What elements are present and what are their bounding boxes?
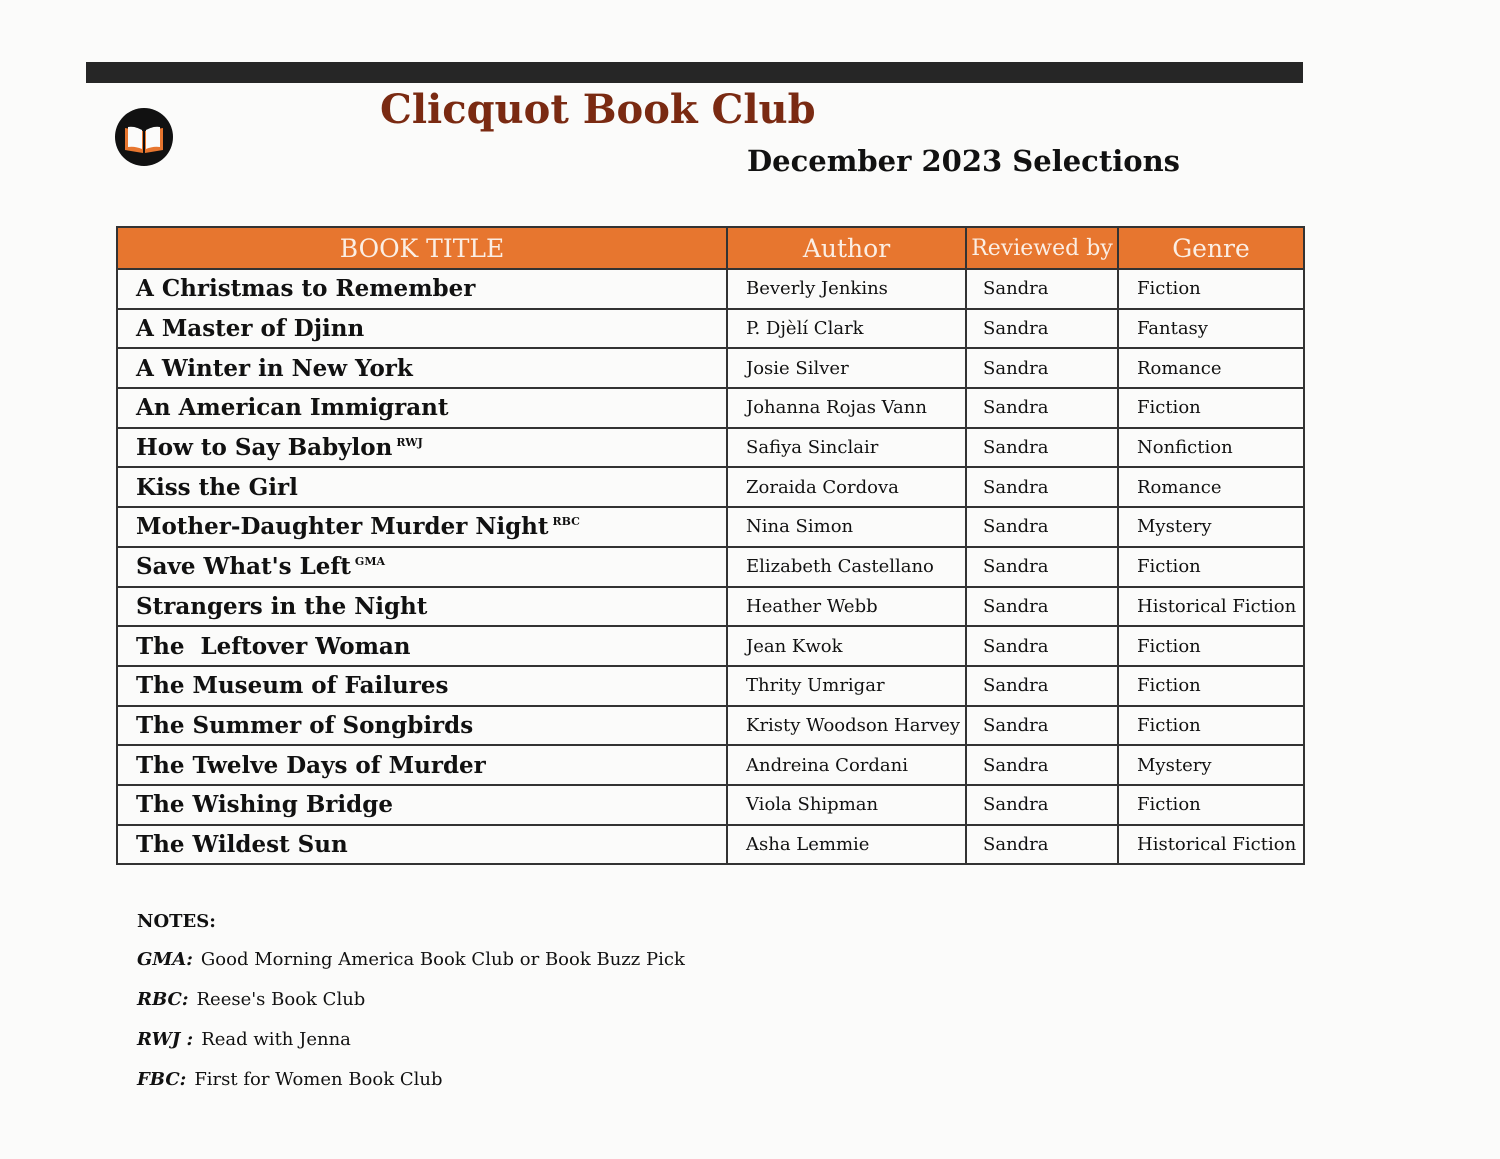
reviewer-cell: Sandra xyxy=(966,309,1118,349)
table-row xyxy=(117,428,1304,468)
notes-list xyxy=(137,949,685,1109)
club-title: Clicquot Book Club xyxy=(380,86,816,133)
table-row xyxy=(117,507,1304,547)
author-cell: Elizabeth Castellano xyxy=(727,547,966,587)
book-title: The Wishing Bridge xyxy=(136,791,393,819)
book-title-cell xyxy=(117,467,727,507)
book-title: A Master of Djinn xyxy=(136,315,365,343)
open-book-icon xyxy=(115,108,173,166)
note-abbreviation: FBC: xyxy=(137,1069,187,1090)
table-row xyxy=(117,587,1304,627)
note-item xyxy=(137,1029,685,1069)
table-row xyxy=(117,309,1304,349)
book-title: A Winter in New York xyxy=(136,354,413,382)
genre-cell: Nonfiction xyxy=(1118,428,1304,468)
club-pick-badge: RBC xyxy=(552,515,580,529)
column-header-author: Author xyxy=(727,227,966,269)
table-row xyxy=(117,626,1304,666)
reviewer-cell: Sandra xyxy=(966,467,1118,507)
genre-cell: Fiction xyxy=(1118,666,1304,706)
note-description: Read with Jenna xyxy=(201,1029,351,1050)
reviewer-cell: Sandra xyxy=(966,547,1118,587)
book-title: The Wildest Sun xyxy=(136,830,348,858)
table-header-row xyxy=(117,227,1304,269)
author-cell: Heather Webb xyxy=(727,587,966,627)
table-row xyxy=(117,706,1304,746)
author-cell: Asha Lemmie xyxy=(727,825,966,865)
reviewer-cell: Sandra xyxy=(966,785,1118,825)
header-bar xyxy=(86,62,1303,83)
author-cell: Nina Simon xyxy=(727,507,966,547)
book-title: How to Say Babylon xyxy=(136,434,393,462)
note-description: Reese's Book Club xyxy=(196,989,366,1010)
table-row xyxy=(117,348,1304,388)
table-row xyxy=(117,388,1304,428)
book-title: Kiss the Girl xyxy=(136,473,298,501)
reviewer-cell: Sandra xyxy=(966,626,1118,666)
author-cell: Jean Kwok xyxy=(727,626,966,666)
author-cell: P. Djèlí Clark xyxy=(727,309,966,349)
note-description: First for Women Book Club xyxy=(194,1069,443,1090)
book-title-cell xyxy=(117,428,727,468)
table-row xyxy=(117,825,1304,865)
author-cell: Safiya Sinclair xyxy=(727,428,966,468)
club-pick-badge: GMA xyxy=(354,555,386,569)
genre-cell: Mystery xyxy=(1118,745,1304,785)
notes-section xyxy=(137,911,685,1109)
book-title: An American Immigrant xyxy=(136,394,449,422)
reviewer-cell: Sandra xyxy=(966,666,1118,706)
book-title-cell xyxy=(117,388,727,428)
note-abbreviation: RBC: xyxy=(137,989,189,1010)
book-title-cell xyxy=(117,309,727,349)
book-title: Mother-Daughter Murder Night xyxy=(136,513,549,541)
genre-cell: Mystery xyxy=(1118,507,1304,547)
author-cell: Zoraida Cordova xyxy=(727,467,966,507)
book-title: The Museum of Failures xyxy=(136,672,449,700)
book-title: The Twelve Days of Murder xyxy=(136,751,486,779)
author-cell: Beverly Jenkins xyxy=(727,269,966,309)
book-title: The Summer of Songbirds xyxy=(136,711,474,739)
genre-cell: Fiction xyxy=(1118,785,1304,825)
genre-cell: Fantasy xyxy=(1118,309,1304,349)
book-title: Save What's Left xyxy=(136,553,351,581)
reviewer-cell: Sandra xyxy=(966,706,1118,746)
note-item xyxy=(137,1069,685,1109)
reviewer-cell: Sandra xyxy=(966,825,1118,865)
book-title-cell xyxy=(117,626,727,666)
genre-cell: Historical Fiction xyxy=(1118,825,1304,865)
genre-cell: Historical Fiction xyxy=(1118,587,1304,627)
table-row xyxy=(117,269,1304,309)
genre-cell: Fiction xyxy=(1118,269,1304,309)
book-title: The Leftover Woman xyxy=(136,632,411,660)
author-cell: Andreina Cordani xyxy=(727,745,966,785)
book-title-cell xyxy=(117,825,727,865)
author-cell: Viola Shipman xyxy=(727,785,966,825)
club-pick-badge: RWJ xyxy=(396,436,423,450)
book-title: A Christmas to Remember xyxy=(136,275,476,303)
author-cell: Thrity Umrigar xyxy=(727,666,966,706)
book-title-cell xyxy=(117,507,727,547)
author-cell: Kristy Woodson Harvey xyxy=(727,706,966,746)
book-title: Strangers in the Night xyxy=(136,592,428,620)
note-item xyxy=(137,949,685,989)
column-header-reviewed-by: Reviewed by xyxy=(966,227,1118,269)
reviewer-cell: Sandra xyxy=(966,745,1118,785)
book-title-cell xyxy=(117,348,727,388)
notes-heading: NOTES: xyxy=(137,911,216,932)
genre-cell: Fiction xyxy=(1118,626,1304,666)
column-header-book-title: BOOK TITLE xyxy=(117,227,727,269)
reviewer-cell: Sandra xyxy=(966,507,1118,547)
table-row xyxy=(117,666,1304,706)
table-row xyxy=(117,547,1304,587)
reviewer-cell: Sandra xyxy=(966,348,1118,388)
book-title-cell xyxy=(117,706,727,746)
table-row xyxy=(117,785,1304,825)
author-cell: Johanna Rojas Vann xyxy=(727,388,966,428)
reviewer-cell: Sandra xyxy=(966,587,1118,627)
genre-cell: Fiction xyxy=(1118,547,1304,587)
book-title-cell xyxy=(117,269,727,309)
note-abbreviation: GMA: xyxy=(137,949,193,970)
reviewer-cell: Sandra xyxy=(966,388,1118,428)
table-body xyxy=(117,269,1304,864)
genre-cell: Fiction xyxy=(1118,388,1304,428)
column-header-genre: Genre xyxy=(1118,227,1304,269)
book-title-cell xyxy=(117,547,727,587)
author-cell: Josie Silver xyxy=(727,348,966,388)
book-title-cell xyxy=(117,785,727,825)
genre-cell: Fiction xyxy=(1118,706,1304,746)
note-abbreviation: RWJ : xyxy=(137,1029,194,1050)
note-description: Good Morning America Book Club or Book Buzz Pick xyxy=(200,949,685,970)
book-selections-table xyxy=(116,226,1305,865)
genre-cell: Romance xyxy=(1118,467,1304,507)
page-subtitle: December 2023 Selections xyxy=(747,144,1180,178)
table-row xyxy=(117,745,1304,785)
table-row xyxy=(117,467,1304,507)
book-title-cell xyxy=(117,587,727,627)
book-title-cell xyxy=(117,666,727,706)
reviewer-cell: Sandra xyxy=(966,269,1118,309)
book-title-cell xyxy=(117,745,727,785)
genre-cell: Romance xyxy=(1118,348,1304,388)
reviewer-cell: Sandra xyxy=(966,428,1118,468)
note-item xyxy=(137,989,685,1029)
